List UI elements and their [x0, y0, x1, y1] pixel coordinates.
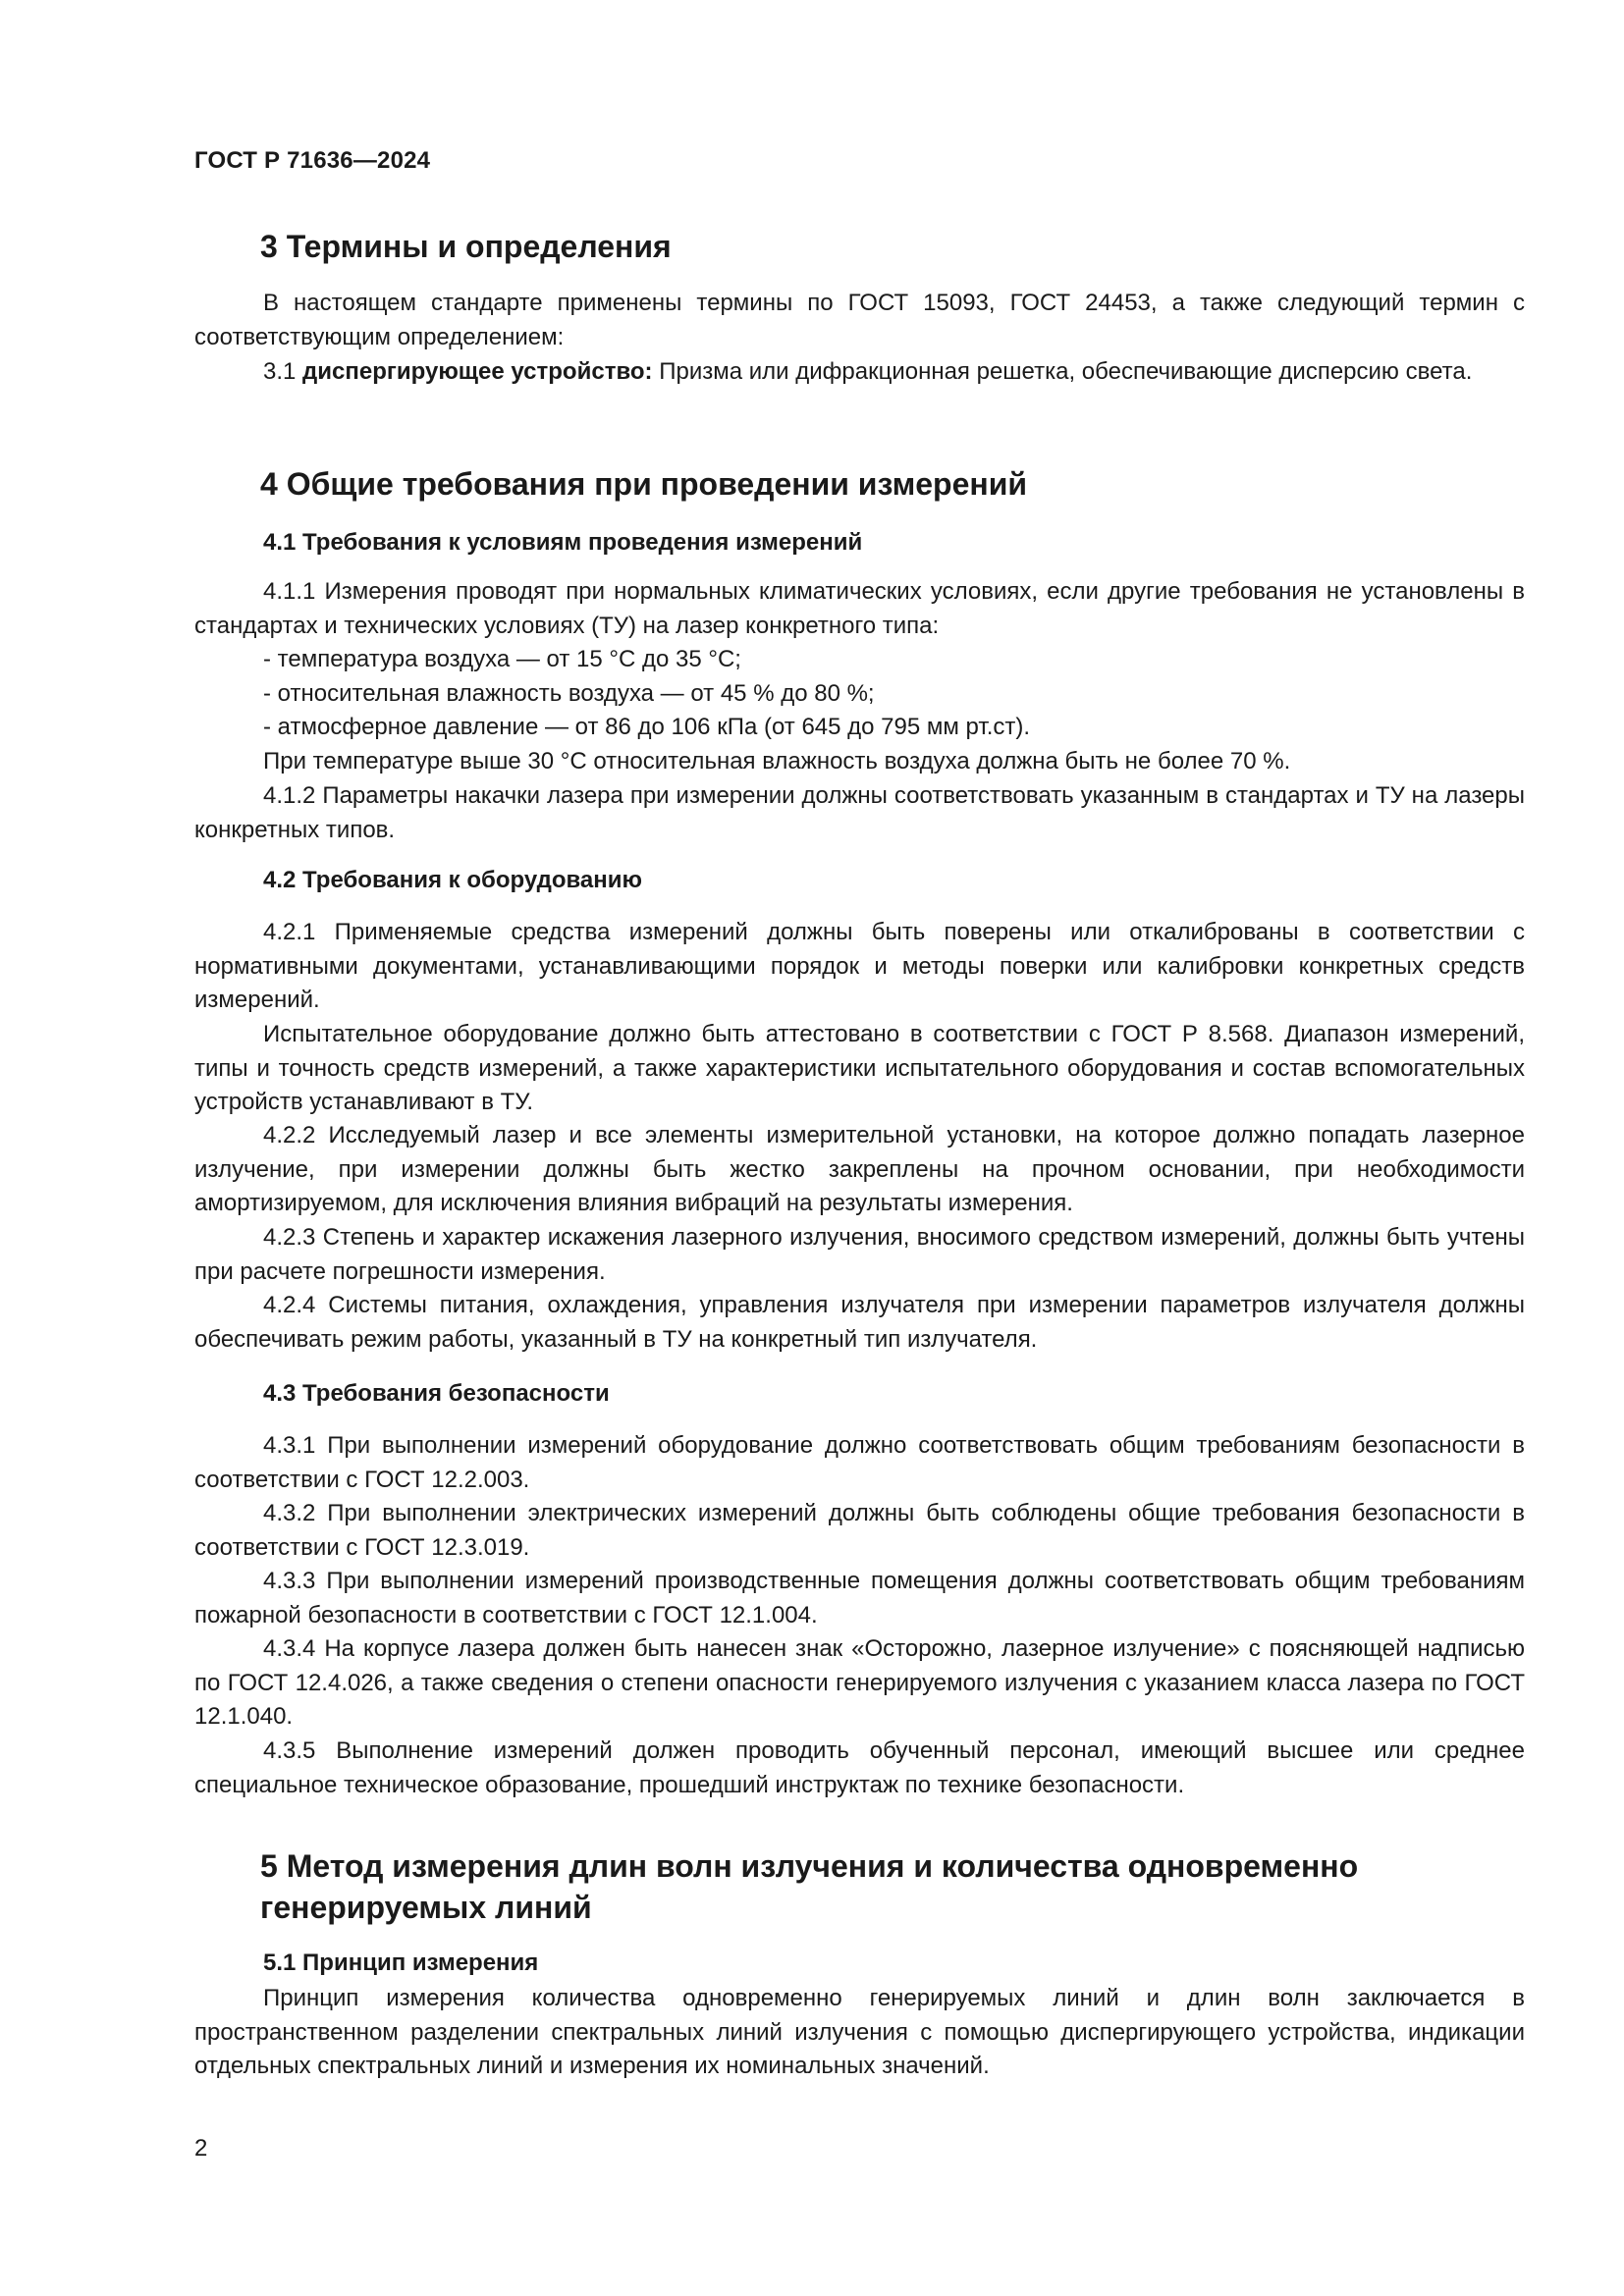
section-3-intro: В настоящем стандарте применены термины по ГОСТ 15093, ГОСТ 24453, а также следующий термин с соответствующим определением:	[194, 290, 1525, 350]
subsection-4-3-heading: 4.3 Требования безопасности	[263, 1380, 610, 1407]
page-number: 2	[194, 2135, 208, 2162]
list-item-temperature: - температура воздуха — от 15 °С до 35 °С;	[263, 646, 741, 672]
paragraph-4-3-5: 4.3.5 Выполнение измерений должен проводить обученный персонал, имеющий высшее или среднее специальное техническое образование, прошедший инструктаж по технике безопасности.	[194, 1737, 1525, 1798]
section-5-heading	[260, 1845, 1428, 1928]
paragraph-4-3-3: 4.3.3 При выполнении измерений производственные помещения должны соответствовать общим требованиям пожарной безопасности в соответствии с ГОСТ 12.1.004.	[194, 1568, 1525, 1629]
paragraph-temperature-note: При температуре выше 30 °С относительная влажность воздуха должна быть не более 70 %.	[263, 748, 1291, 774]
paragraph-4-1-2: 4.1.2 Параметры накачки лазера при измерении должны соответствовать указанным в стандартах и ТУ на лазеры конкретных типов.	[194, 782, 1525, 843]
paragraph-4-3-1: 4.3.1 При выполнении измерений оборудование должно соответствовать общим требованиям безопасности в соответствии с ГОСТ 12.2.003.	[194, 1432, 1525, 1493]
paragraph-4-2-4: 4.2.4 Системы питания, охлаждения, управления излучателя при измерении параметров излучателя должны обеспечивать режим работы, указанный в ТУ на конкретный тип излучателя.	[194, 1292, 1525, 1353]
paragraph-4-2-1: 4.2.1 Применяемые средства измерений должны быть поверены или откалиброваны в соответствии с нормативными документами, устанавливающими порядок и методы поверки или калибровки конкретных средств измерений.	[194, 919, 1525, 1013]
section-4-heading: 4 Общие требования при проведении измерений	[260, 466, 1028, 502]
definition-number: 3.1	[263, 358, 303, 385]
paragraph-4-2-3: 4.2.3 Степень и характер искажения лазерного излучения, вносимого средством измерений, должны быть учтены при расчете погрешности измерения.	[194, 1224, 1525, 1285]
subsection-4-1-heading: 4.1 Требования к условиям проведения измерений	[263, 529, 863, 556]
paragraph-4-2-2: 4.2.2 Исследуемый лазер и все элементы измерительной установки, на которое должно попадать лазерное излучение, при измерении должны быть жестко закреплены на прочном основании, при необходимости амортизируемом, для исключения влияния вибраций на результаты измерения.	[194, 1122, 1525, 1216]
list-item-humidity: - относительная влажность воздуха — от 45 % до 80 %;	[263, 680, 875, 707]
section-5-heading-line-1: 5 Метод измерения длин волн излучения и количества одновременно	[260, 1848, 1359, 1884]
section-3-heading: 3 Термины и определения	[260, 229, 672, 264]
paragraph-5-1: Принцип измерения количества одновременно генерируемых линий и длин волн заключается в пространственном разделении спектральных линий излучения с помощью диспергирующего устройства, индикации отдельных спектральных линий и измерения их номинальных значений.	[194, 1985, 1525, 2079]
definition-text: Призма или дифракционная решетка, обеспечивающие дисперсию света.	[652, 358, 1473, 385]
paragraph-4-1-1: 4.1.1 Измерения проводят при нормальных климатических условиях, если другие требования не установлены в стандартах и технических условиях (ТУ) на лазер конкретного типа:	[194, 578, 1525, 639]
paragraph-4-3-2: 4.3.2 При выполнении электрических измерений должны быть соблюдены общие требования безопасности в соответствии с ГОСТ 12.3.019.	[194, 1500, 1525, 1561]
section-5-heading-line-2: генерируемых линий	[260, 1890, 592, 1925]
paragraph-test-equipment: Испытательное оборудование должно быть аттестовано в соответствии с ГОСТ Р 8.568. Диапазон измерений, типы и точность средств измерений, а также характеристики испытательного оборудования и состав вспомогательных устройств устанавливают в ТУ.	[194, 1021, 1525, 1115]
definition-3-1	[194, 355, 1525, 390]
document-header: ГОСТ Р 71636—2024	[194, 147, 431, 174]
subsection-4-2-heading: 4.2 Требования к оборудованию	[263, 867, 643, 893]
paragraph-4-3-4: 4.3.4 На корпусе лазера должен быть нанесен знак «Осторожно, лазерное излучение» с поясняющей надписью по ГОСТ 12.4.026, а также сведения о степени опасности генерируемого излучения с указанием класса лазера по ГОСТ 12.1.040.	[194, 1635, 1525, 1730]
definition-term: диспергирующее устройство:	[302, 358, 653, 385]
subsection-5-1-heading: 5.1 Принцип измерения	[263, 1949, 539, 1976]
list-item-pressure: - атмосферное давление — от 86 до 106 кПа (от 645 до 795 мм рт.ст).	[263, 714, 1031, 740]
